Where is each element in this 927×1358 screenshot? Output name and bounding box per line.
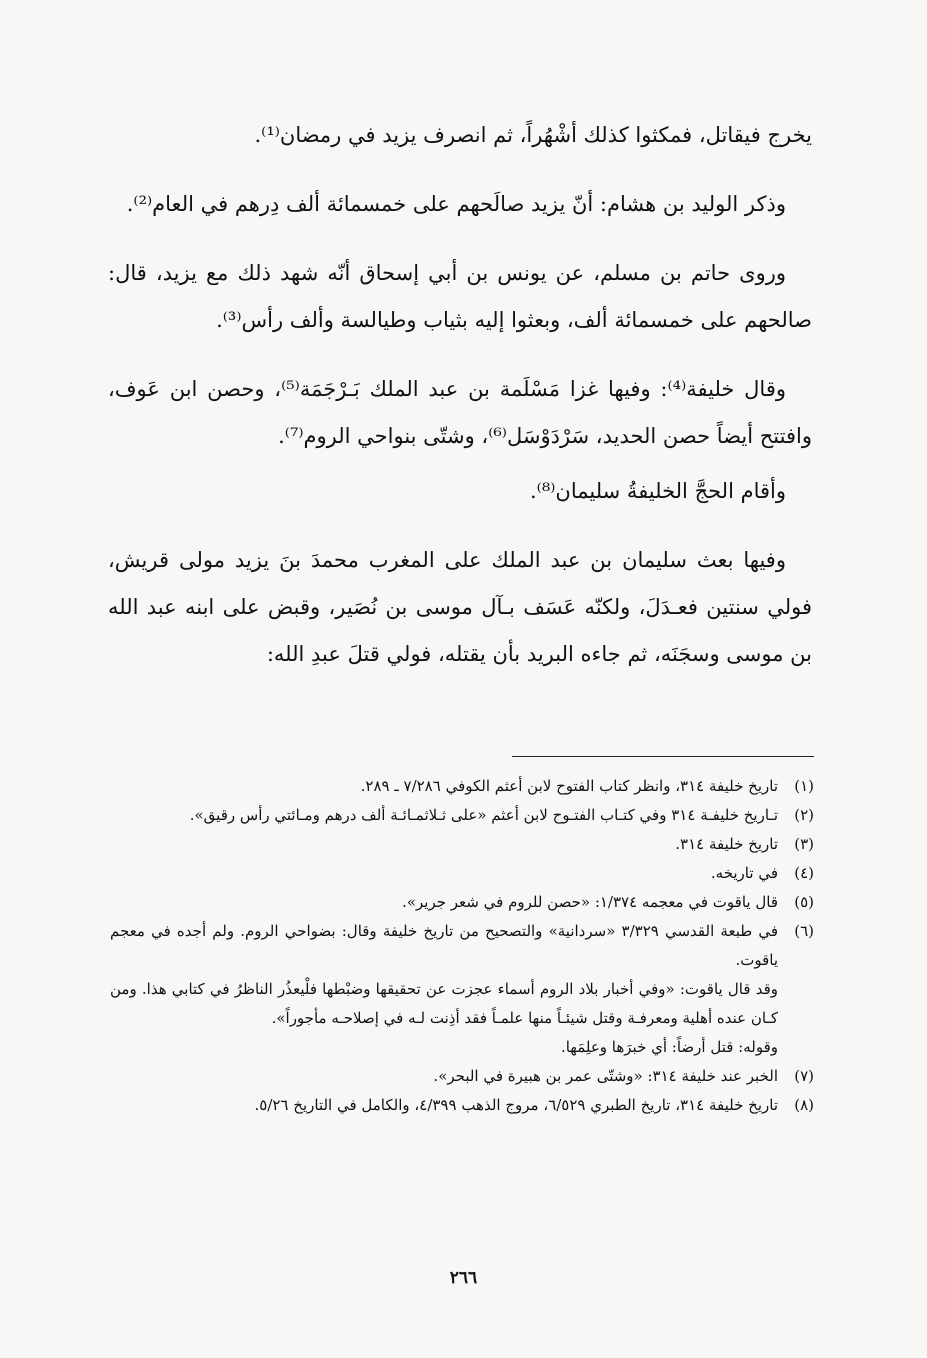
footnote (110, 830, 814, 859)
paragraph-3: وروى حاتم بن مسلم، عن يونس بن أبي إسحاق أنّه شهد ذلك مع يزيد، قال: صالحهم على خمسمائة ألف، وبعثوا إليه بثياب وطيالسة وألف رأس⁽³⁾. (108, 261, 812, 332)
footnote-number: (٤) (794, 864, 814, 882)
footnote (110, 801, 814, 830)
footnote-number: (٧) (794, 1067, 814, 1085)
main-text (108, 112, 812, 700)
footnote-text: تـاريخ خليفـة ٣١٤ وفي كتـاب الفتـوح لابن أعثم «على ثـلاثمـائـة ألف درهم ومـائتي رأس رقيق». (189, 806, 778, 824)
footnote-number: (٨) (794, 1096, 814, 1114)
paragraph-4: وقال خليفة⁽⁴⁾: وفيها غزا مَسْلَمة بن عبد الملك بَـرْجَمَة⁽⁵⁾، وحصن ابن عَوف، وافتتح أيضاً حصن الحديد، سَرْدَوْسَل⁽⁶⁾، وشتّى بنواحي الروم⁽⁷⁾. (108, 377, 812, 448)
footnote (110, 1062, 814, 1091)
footnote-number: (٦) (794, 922, 814, 940)
footnote-text: الخبر عند خليفة ٣١٤: «وشتّى عمر بن هبيرة في البحر». (433, 1067, 778, 1085)
paragraph-5: وأقام الحجَّ الخليفةُ سليمان⁽⁸⁾. (529, 479, 786, 503)
page-number: ٢٦٦ (449, 1268, 478, 1288)
paragraph-2: وذكر الوليد بن هشام: أنّ يزيد صالَحهم على خمسمائة ألف دِرهم في العام⁽²⁾. (126, 192, 786, 216)
paragraph-1: يخرج فيقاتل، فمكثوا كذلك أشْهُراً، ثم انصرف يزيد في رمضان⁽¹⁾. (254, 123, 812, 147)
paragraph-6: وفيها بعث سليمان بن عبد الملك على المغرب محمدَ بنَ يزيد مولى قريش، فولي سنتين فعـدَلَ، ولكنّه عَسَف بـآل موسى بن نُصَير، وقبض على ابنه عبد الله بن موسى وسجَنَه، ثم جاءه البريد بأن يقتله، فولي قتلَ عبدِ الله: (108, 548, 812, 666)
footnote (110, 917, 814, 975)
footnote-text: في تاريخه. (710, 864, 778, 882)
footnotes (110, 772, 814, 1120)
footnote (110, 772, 814, 801)
footnote-number: (١) (794, 777, 814, 795)
footnote (110, 888, 814, 917)
footnote-text: وقوله: قتل أرضاً: أي خبرَها وعلِمَها. (560, 1038, 778, 1056)
footnote-divider (512, 756, 814, 757)
footnote-text: في طبعة القدسي ٣/٣٢٩ «سردانية» والتصحيح من تاريخ خليفة وقال: بضواحي الروم. ولم أجده في معجم ياقوت. (110, 922, 778, 969)
footnote-number: (٢) (794, 806, 814, 824)
footnote-continuation (110, 975, 814, 1033)
footnote-text: وقد قال ياقوت: «وفي أخبار بلاد الروم أسماء عجزت عن تحقيقها وضبْطها فلْيعذُر الناظرُ في كتابي هذا. ومن كـان عنده أهلية ومعرفـة وقتل شيئـاً منها علمـاً فقد أذِنت لـه في إصلاحـه مأجوراً». (110, 980, 778, 1027)
footnote (110, 859, 814, 888)
footnote-number: (٣) (794, 835, 814, 853)
footnote-text: تاريخ خليفة ٣١٤، تاريخ الطبري ٦/٥٢٩، مروج الذهب ٤/٣٩٩، والكامل في التاريخ ٥/٢٦. (254, 1096, 778, 1114)
footnote-text: تاريخ خليفة ٣١٤. (675, 835, 778, 853)
footnote-text: تاريخ خليفة ٣١٤، وانظر كتاب الفتوح لابن أعثم الكوفي ٧/٢٨٦ ـ ٢٨٩. (360, 777, 778, 795)
footnote (110, 1091, 814, 1120)
footnote-text: قال ياقوت في معجمه ١/٣٧٤: «حصن للروم في شعر جرير». (402, 893, 778, 911)
footnote-continuation (110, 1033, 814, 1062)
footnote-number: (٥) (794, 893, 814, 911)
